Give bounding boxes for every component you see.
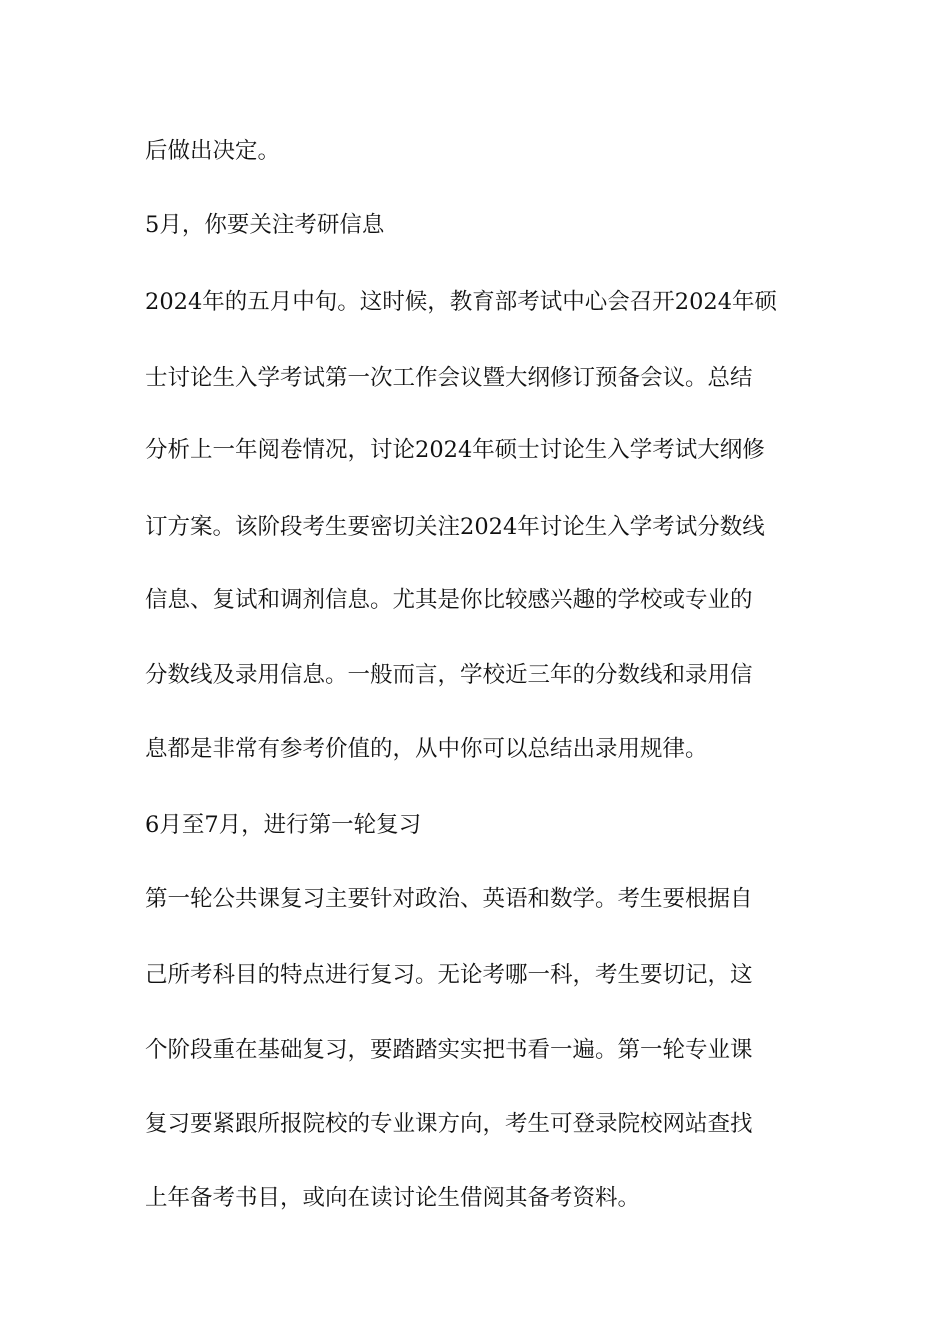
section-heading-may: 5月，你要关注考研信息 xyxy=(145,212,385,238)
paragraph-line: 分析上一年阅卷情况，讨论2024年硕士讨论生入学考试大纲修 xyxy=(145,437,765,463)
text-line-continuation: 后做出决定。 xyxy=(145,138,281,164)
paragraph-line: 第一轮公共课复习主要针对政治、英语和数学。考生要根据自 xyxy=(145,886,753,912)
paragraph-line: 士讨论生入学考试第一次工作会议暨大纲修订预备会议。总结 xyxy=(145,365,753,391)
paragraph-line: 分数线及录用信息。一般而言，学校近三年的分数线和录用信 xyxy=(145,662,753,688)
paragraph-line: 复习要紧跟所报院校的专业课方向，考生可登录院校网站查找 xyxy=(145,1111,753,1137)
paragraph-line: 2024年的五月中旬。这时候，教育部考试中心会召开2024年硕 xyxy=(145,289,778,315)
paragraph-line: 己所考科目的特点进行复习。无论考哪一科，考生要切记，这 xyxy=(145,962,753,988)
paragraph-line: 信息、复试和调剂信息。尤其是你比较感兴趣的学校或专业的 xyxy=(145,587,753,613)
paragraph-line: 个阶段重在基础复习，要踏踏实实把书看一遍。第一轮专业课 xyxy=(145,1037,753,1063)
paragraph-line: 上年备考书目，或向在读讨论生借阅其备考资料。 xyxy=(145,1185,641,1211)
paragraph-line: 订方案。该阶段考生要密切关注2024年讨论生入学考试分数线 xyxy=(145,514,765,540)
paragraph-line: 息都是非常有参考价值的，从中你可以总结出录用规律。 xyxy=(145,736,708,762)
section-heading-june-july: 6月至7月，进行第一轮复习 xyxy=(145,812,422,838)
